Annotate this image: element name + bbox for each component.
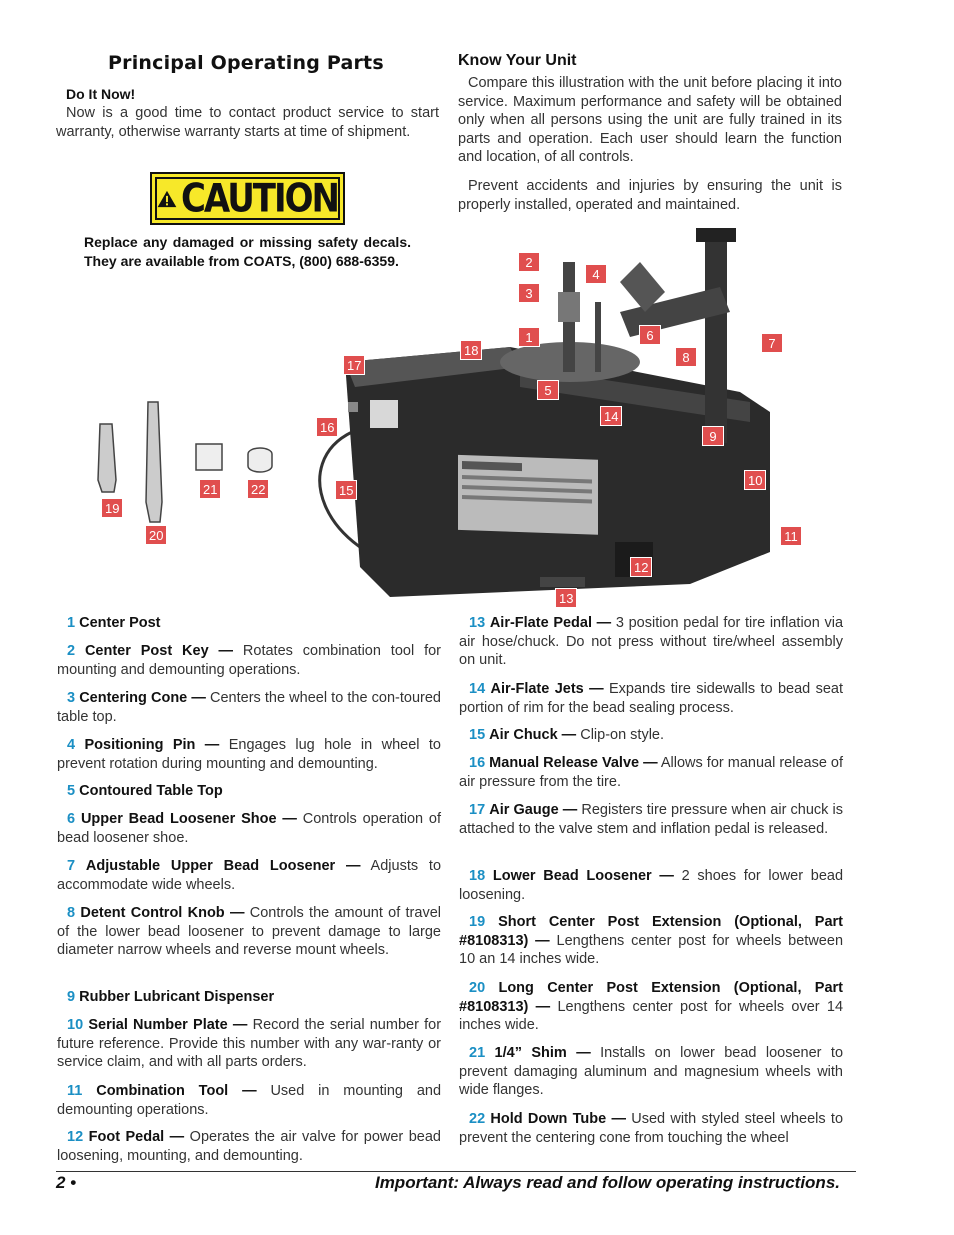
part-item: 10 Serial Number Plate — Record the serial number for future reference. Provide this number with any war-ranty or service claim, and with all parts orders.: [57, 1017, 442, 1070]
part-item: 6 Upper Bead Loosener Shoe — Controls operation of bead loosener shoe.: [57, 811, 442, 846]
part-item: 4 Positioning Pin — Engages lug hole in wheel to prevent rotation during mounting and demounting.: [57, 737, 441, 772]
part-item: 9 Rubber Lubricant Dispenser: [67, 989, 275, 1005]
part-item: 3 Centering Cone — Centers the wheel to the con-toured table top.: [57, 690, 441, 725]
callout-19: 19: [101, 498, 123, 518]
callout-7: 7: [761, 333, 783, 353]
part-item: 19 Short Center Post Extension (Optional, Part #8108313) — Lengthens center post for wheels between 10 an 14 inches wide.: [459, 914, 844, 967]
part-item: 18 Lower Bead Loosener — 2 shoes for lower bead loosening.: [459, 868, 844, 903]
know-unit-para-1: Compare this illustration with the unit before placing it into service. Maximum performance and safety will be obtained only when all persons using the unit are fully trained in its parts and operation. Each user should learn the function and location, of all controls.: [458, 75, 842, 165]
callout-18: 18: [460, 340, 482, 360]
part-item: 22 Hold Down Tube — Used with styled steel wheels to prevent the centering cone from touching the wheel: [459, 1111, 844, 1146]
know-unit-para-2: Prevent accidents and injuries by ensuring the unit is properly installed, operated and maintained.: [458, 178, 842, 213]
callout-15: 15: [335, 480, 357, 500]
part-item: 1 Center Post: [67, 615, 161, 631]
part-item: 5 Contoured Table Top: [67, 783, 223, 799]
part-item: 13 Air-Flate Pedal — 3 position pedal for tire inflation via air hose/chuck. Do not press without tire/wheel assembly on unit.: [459, 615, 844, 668]
part-item: 2 Center Post Key — Rotates combination tool for mounting and demounting operations.: [57, 643, 441, 678]
callout-16: 16: [316, 417, 338, 437]
caution-label: [150, 172, 345, 225]
part-item: 20 Long Center Post Extension (Optional, Part #8108313) — Lengthens center post for wheels over 14 inches wide.: [459, 980, 844, 1033]
callout-11: 11: [780, 526, 802, 546]
part-item: 17 Air Gauge — Registers tire pressure when air chuck is attached to the valve stem and inflation pedal is released.: [459, 802, 844, 837]
part-item: 7 Adjustable Upper Bead Loosener — Adjusts to accommodate wide wheels.: [57, 858, 442, 893]
part-item: 8 Detent Control Knob — Controls the amount of travel of the lower bead loosener to prevent damage to large diameter narrow wheels and reverse mount wheels.: [57, 905, 441, 958]
callout-2: 2: [518, 252, 540, 272]
warning-triangle-icon: [157, 184, 177, 214]
footer-rule: [56, 1171, 856, 1172]
decal-warning-text: Replace any damaged or missing safety decals. They are available from COATS, (800) 688-6359.: [84, 234, 411, 269]
callout-9: 9: [702, 426, 724, 446]
part-item: 16 Manual Release Valve — Allows for manual release of air pressure from the tire.: [459, 755, 844, 790]
part-item: 14 Air-Flate Jets — Expands tire sidewalls to bead seat portion of rim for the bead sealing process.: [459, 681, 843, 716]
tire-changer-illustration: [90, 222, 790, 614]
callout-5: 5: [537, 380, 559, 400]
callout-8: 8: [675, 347, 697, 367]
callout-1: 1: [518, 327, 540, 347]
callout-21: 21: [199, 479, 221, 499]
footer-note: Important: Always read and follow operating instructions.: [374, 1173, 840, 1192]
section-heading-know-your-unit: Know Your Unit: [458, 52, 577, 69]
caution-word: CAUTION: [180, 175, 338, 222]
part-item: 21 1/4” Shim — Installs on lower bead loosener to prevent damaging aluminum and magnesium wheels with wide flanges.: [459, 1045, 844, 1098]
part-item: 12 Foot Pedal — Operates the air valve for power bead loosening, mounting, and demounting.: [57, 1129, 441, 1164]
callout-17: 17: [343, 355, 365, 375]
callout-4: 4: [585, 264, 607, 284]
callout-14: 14: [600, 406, 622, 426]
callout-12: 12: [630, 557, 652, 577]
callout-3: 3: [518, 283, 540, 303]
page-number: 2 •: [56, 1173, 77, 1192]
part-item: 15 Air Chuck — Clip-on style.: [469, 727, 665, 743]
callout-20: 20: [145, 525, 167, 545]
callout-10: 10: [744, 470, 766, 490]
section-heading-principal-parts: Principal Operating Parts: [108, 52, 384, 74]
callout-13: 13: [555, 588, 577, 608]
part-item: 11 Combination Tool — Used in mounting and demounting operations.: [57, 1083, 442, 1118]
callout-22: 22: [247, 479, 269, 499]
do-it-now-text: Now is a good time to contact product service to start warranty, otherwise warranty starts at time of shipment.: [56, 105, 439, 140]
callout-6: 6: [639, 325, 661, 345]
do-it-now-title: Do It Now!: [66, 86, 136, 102]
